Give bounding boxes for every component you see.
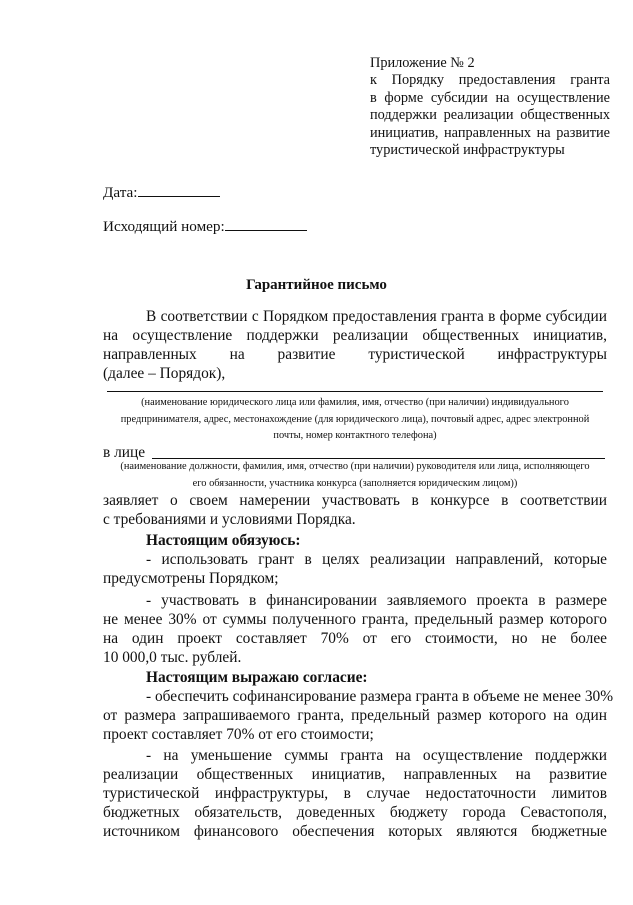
- person-label: в лице: [103, 444, 146, 461]
- obligation-line: - использовать грант в целях реализации направлений, которые: [146, 551, 607, 568]
- document-title: Гарантийное письмо: [246, 277, 387, 293]
- date-label: Дата:: [103, 184, 138, 201]
- appendix-line: инициатив, направленных на развитие: [370, 124, 610, 141]
- caption-line: (наименование должности, фамилия, имя, отчество (при наличии) руководителя или лица, исполняющего: [120, 461, 590, 472]
- consent-line: - обеспечить софинансирование размера гранта в объеме не менее 30%: [146, 688, 614, 705]
- appendix-line: туристической инфраструктуры: [370, 142, 565, 159]
- obligation-line: на один проект составляет 70% от его стоимости, но не более: [103, 630, 607, 647]
- obligation-line: предусмотрены Порядком;: [103, 570, 279, 587]
- consent-line: проект составляет 70% от его стоимости;: [103, 726, 374, 743]
- obligation-line: 10 000,0 тыс. рублей.: [103, 649, 242, 666]
- obligation-line: не менее 30% от суммы полученного гранта, предельный размер которого: [103, 611, 607, 628]
- outgoing-number-field: [103, 216, 307, 236]
- caption-line: предпринимателя, адрес, местонахождение (для юридического лица), почтовый адрес, адрес электронной: [120, 413, 590, 425]
- appendix-header: [370, 55, 610, 159]
- obligation-line: - участвовать в финансировании заявляемого проекта в размере: [146, 592, 607, 609]
- date-blank[interactable]: [138, 182, 220, 197]
- organization-caption: [100, 395, 610, 445]
- appendix-line: поддержки реализации общественных: [370, 107, 610, 124]
- consent-line: бюджетных обязательств, доведенных бюджету города Севастополя,: [103, 804, 607, 821]
- consent-line: источником финансового обеспечения которых являются бюджетные: [103, 823, 607, 840]
- appendix-line: в форме субсидии на осуществление: [370, 89, 610, 106]
- caption-line: (наименование юридического лица или фамилия, имя, отчество (при наличии) индивидуального: [141, 397, 569, 408]
- consent-heading: Настоящим выражаю согласие:: [146, 669, 368, 686]
- person-caption: [100, 459, 610, 492]
- obligations-heading: Настоящим обязуюсь:: [146, 532, 301, 549]
- caption-line: его обязанности, участника конкурса (заполняется юридическим лицом)): [192, 477, 518, 489]
- date-field: [103, 182, 220, 202]
- caption-line: почты, номер контактного телефона): [273, 430, 437, 441]
- consent-line: - на уменьшение суммы гранта на осуществление поддержки: [146, 747, 607, 764]
- declaration-line: заявляет о своем намерении участвовать в конкурсе в соответствии: [103, 492, 607, 509]
- intro-line: В соответствии с Порядком предоставления гранта в форме субсидии: [146, 308, 607, 325]
- appendix-line: Приложение № 2: [370, 55, 475, 71]
- intro-line: на осуществление поддержки реализации общественных инициатив,: [103, 327, 607, 344]
- declaration-line: с требованиями и условиями Порядка.: [103, 511, 356, 528]
- consent-line: от размера запрашиваемого гранта, предельный размер которого на один: [103, 707, 607, 724]
- outgoing-number-label: Исходящий номер:: [103, 218, 225, 235]
- intro-line: направленных на развитие туристической инфраструктуры: [103, 346, 607, 363]
- intro-line: (далее – Порядок),: [103, 365, 226, 382]
- organization-blank[interactable]: [107, 391, 603, 392]
- outgoing-number-blank[interactable]: [225, 216, 307, 231]
- consent-line: туристической инфраструктуры, в случае недостаточности лимитов: [103, 785, 607, 802]
- appendix-line: к Порядку предоставления гранта: [370, 72, 610, 89]
- consent-line: реализации общественных инициатив, направленных на развитие: [103, 766, 607, 783]
